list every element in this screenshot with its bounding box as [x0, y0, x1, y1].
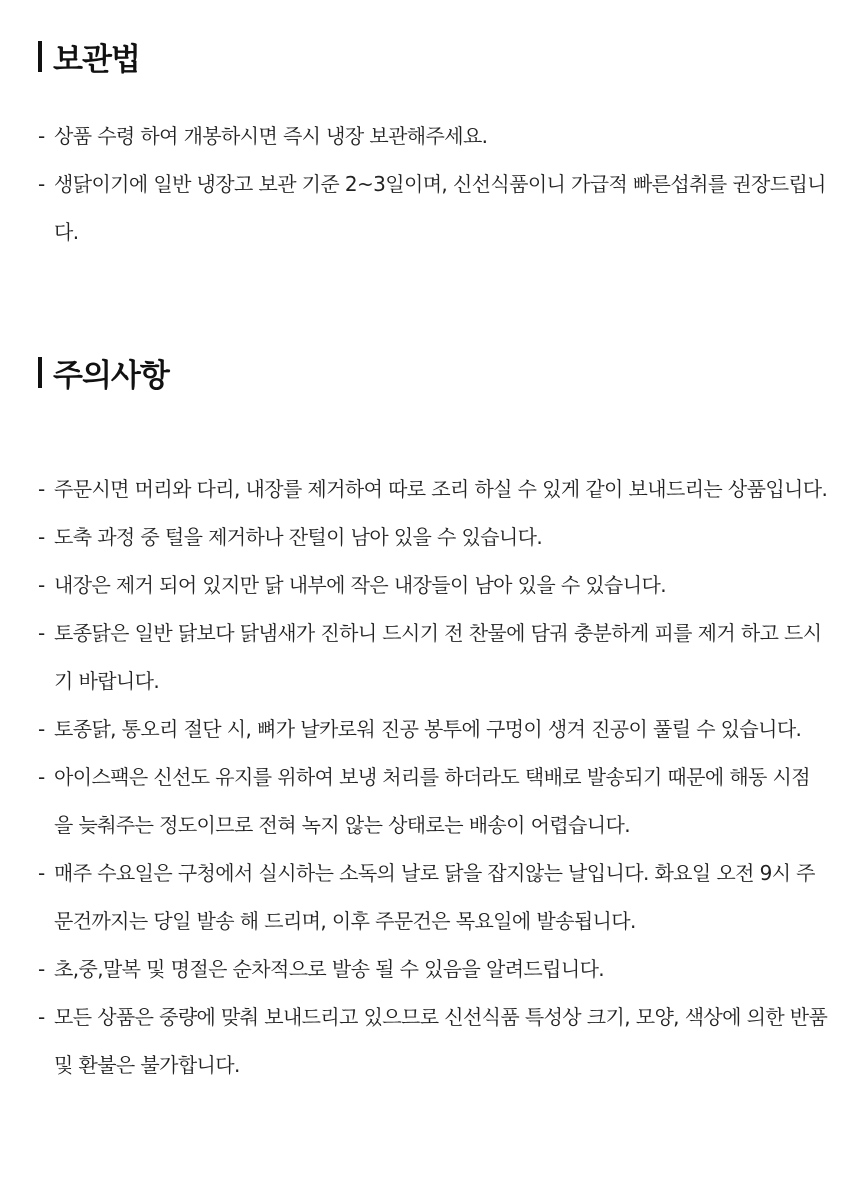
storage-section: [38, 36, 828, 256]
list-dash: -: [38, 861, 45, 885]
list-dash: -: [38, 172, 45, 196]
list-dash: -: [38, 573, 45, 597]
storage-item-text: 상품 수령 하여 개봉하시면 즉시 냉장 보관해주세요.: [54, 124, 488, 148]
caution-item: [38, 945, 828, 993]
caution-item: [38, 513, 828, 561]
list-dash: -: [38, 124, 45, 148]
caution-item-text: 아이스팩은 신선도 유지를 위하여 보냉 처리를 하더라도 택배로 발송되기 때문에 해동 시점을 늦춰주는 정도이므로 전혀 녹지 않는 상태로는 배송이 어렵습니다.: [54, 765, 810, 837]
list-dash: -: [38, 1005, 45, 1029]
list-dash: -: [38, 525, 45, 549]
list-dash: -: [38, 621, 45, 645]
caution-list: [38, 465, 828, 1089]
caution-item: [38, 993, 828, 1089]
heading-bar-icon: [38, 41, 42, 72]
caution-heading: [38, 352, 828, 392]
caution-item-text: 매주 수요일은 구청에서 실시하는 소독의 날로 닭을 잡지않는 날입니다. 화요일 오전 9시 주문건까지는 당일 발송 해 드리며, 이후 주문건은 목요일에 발송됩니다.: [54, 861, 815, 933]
storage-heading: [38, 36, 828, 76]
storage-item: [38, 160, 828, 256]
caution-item-text: 토종닭, 통오리 절단 시, 뼈가 날카로워 진공 봉투에 구멍이 생겨 진공이 풀릴 수 있습니다.: [54, 717, 802, 741]
storage-list: [38, 112, 828, 256]
caution-item: [38, 753, 828, 849]
caution-item-text: 모든 상품은 중량에 맞춰 보내드리고 있으므로 신선식품 특성상 크기, 모양, 색상에 의한 반품 및 환불은 불가합니다.: [54, 1005, 828, 1077]
caution-item: [38, 561, 828, 609]
caution-section: [38, 352, 828, 1089]
caution-item: [38, 465, 828, 513]
caution-title: 주의사항: [53, 357, 169, 394]
caution-item: [38, 705, 828, 753]
caution-item-text: 도축 과정 중 털을 제거하나 잔털이 남아 있을 수 있습니다.: [54, 525, 543, 549]
caution-item-text: 주문시면 머리와 다리, 내장를 제거하여 따로 조리 하실 수 있게 같이 보내드리는 상품입니다.: [54, 477, 828, 501]
list-dash: -: [38, 765, 45, 789]
list-dash: -: [38, 477, 45, 501]
storage-item-text: 생닭이기에 일반 냉장고 보관 기준 2~3일이며, 신선식품이니 가급적 빠른섭취를 권장드립니다.: [54, 172, 826, 244]
list-dash: -: [38, 957, 45, 981]
caution-item: [38, 609, 828, 705]
storage-title: 보관법: [53, 41, 140, 78]
caution-item: [38, 849, 828, 945]
caution-item-text: 내장은 제거 되어 있지만 닭 내부에 작은 내장들이 남아 있을 수 있습니다.: [54, 573, 666, 597]
caution-item-text: 토종닭은 일반 닭보다 닭냄새가 진하니 드시기 전 찬물에 담궈 충분하게 피를 제거 하고 드시기 바랍니다.: [54, 621, 822, 693]
heading-bar-icon: [38, 357, 42, 388]
caution-item-text: 초,중,말복 및 명절은 순차적으로 발송 될 수 있음을 알려드립니다.: [54, 957, 605, 981]
list-dash: -: [38, 717, 45, 741]
storage-item: [38, 112, 828, 160]
